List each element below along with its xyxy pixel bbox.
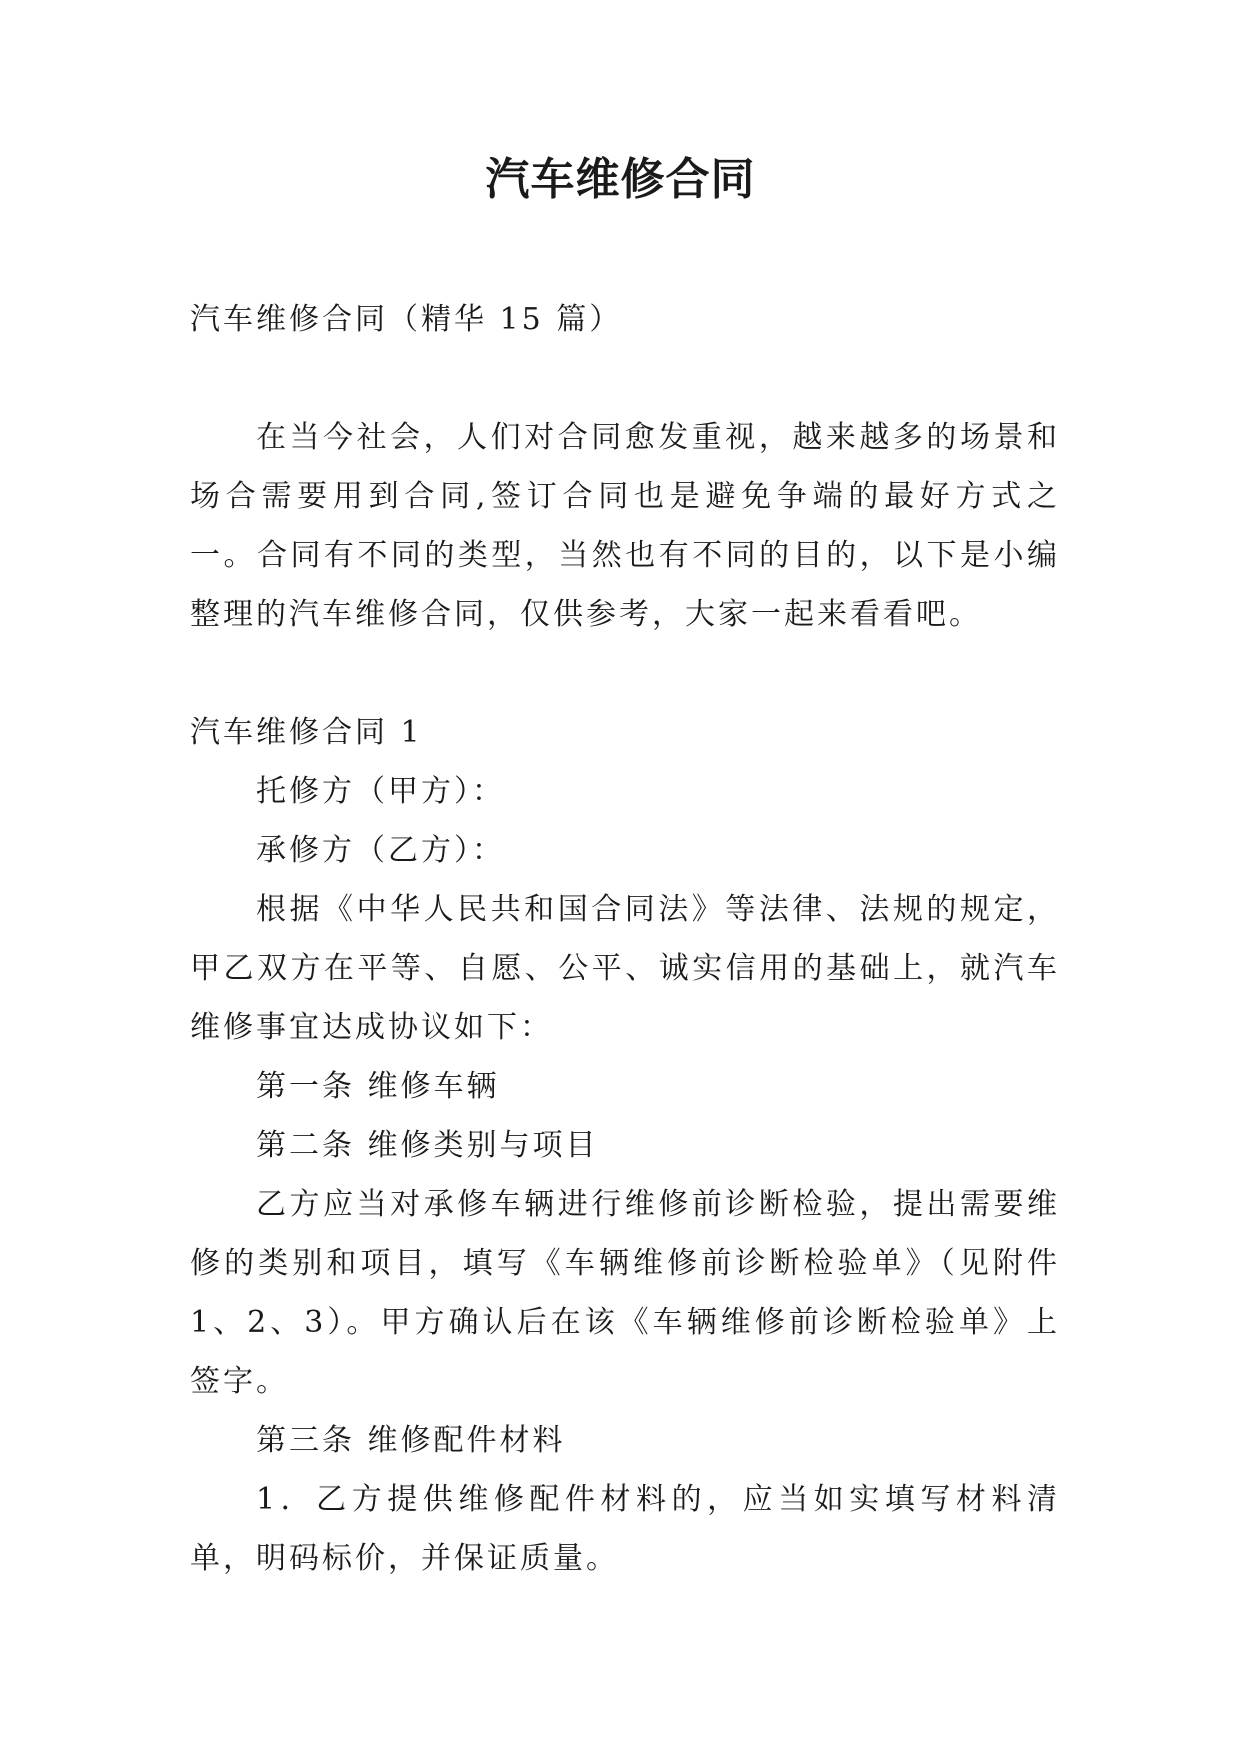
preamble-paragraph: 根据《中华人民共和国合同法》等法律、法规的规定，甲乙双方在平等、自愿、公平、诚实信用的基础上，就汽车维修事宜达成协议如下： xyxy=(190,892,1060,1045)
document-body xyxy=(190,290,1060,1588)
document-title: 汽车维修合同 xyxy=(485,154,756,205)
article-2-paragraph: 乙方应当对承修车辆进行维修前诊断检验，提出需要维修的类别和项目，填写《车辆维修前诊断检验单》（见附件 1、2、3）。甲方确认后在该《车辆维修前诊断检验单》上签字。 xyxy=(190,1187,1060,1399)
document-subtitle: 汽车维修合同（精华 15 篇） xyxy=(190,302,623,337)
party-a-line: 托修方（甲方）： xyxy=(256,774,505,809)
intro-paragraph: 在当今社会，人们对合同愈发重视，越来越多的场景和场合需要用到合同,签订合同也是避免争端的最好方式之一。合同有不同的类型，当然也有不同的目的，以下是小编整理的汽车维修合同，仅供参考，大家一起来看看吧。 xyxy=(190,420,1060,632)
article-2-heading: 第二条 维修类别与项目 xyxy=(256,1128,599,1163)
party-b-line: 承修方（乙方）： xyxy=(256,833,505,868)
section-heading: 汽车维修合同 1 xyxy=(190,715,423,750)
article-3-item-1: 1．乙方提供维修配件材料的，应当如实填写材料清单，明码标价，并保证质量。 xyxy=(190,1482,1060,1576)
article-1-heading: 第一条 维修车辆 xyxy=(256,1069,500,1104)
article-3-heading: 第三条 维修配件材料 xyxy=(256,1423,566,1458)
